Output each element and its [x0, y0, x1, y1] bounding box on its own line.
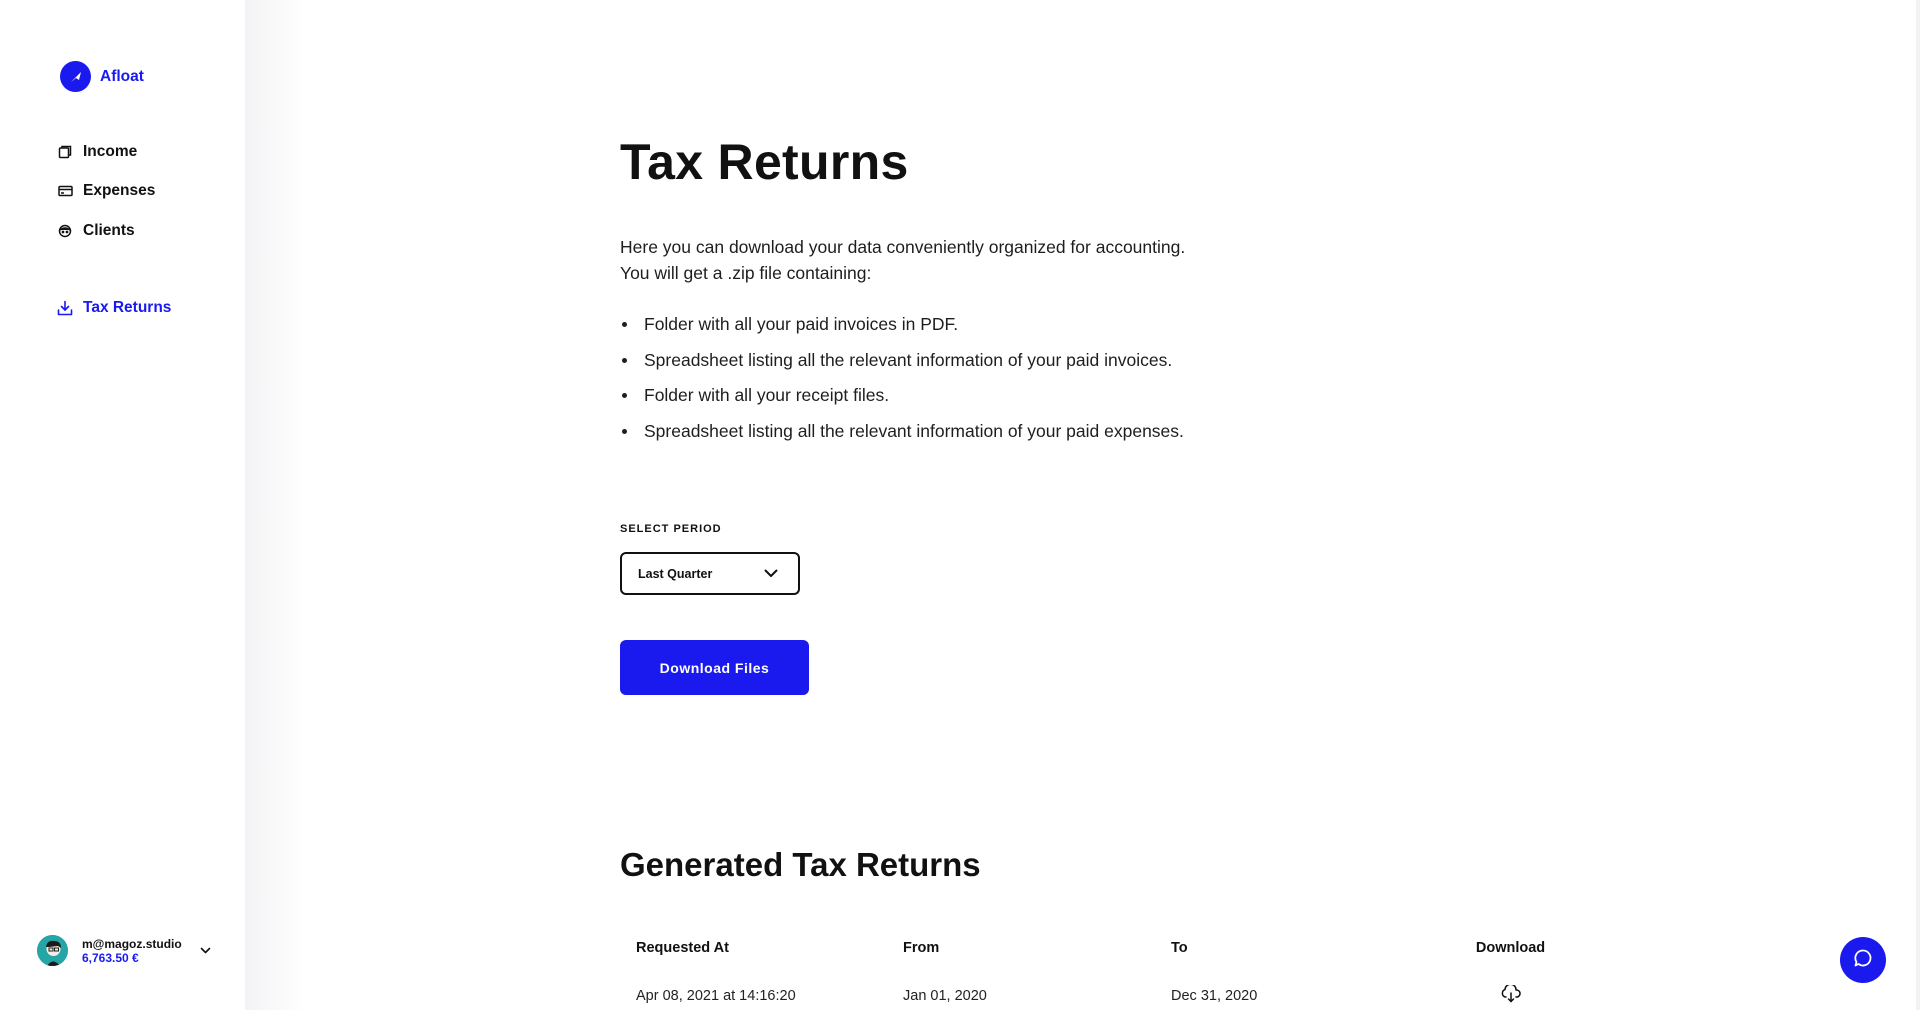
- user-email: m@magoz.studio: [82, 936, 182, 951]
- brand-name: Afloat: [100, 67, 144, 85]
- column-header: To: [1171, 940, 1188, 956]
- sidebar-item-tax-returns[interactable]: [57, 288, 237, 328]
- download-tray-icon: [57, 300, 73, 316]
- sidebar-item-income[interactable]: [57, 132, 237, 172]
- scrollbar[interactable]: [1916, 0, 1920, 1010]
- to-cell: Dec 31, 2020: [1171, 988, 1258, 1004]
- avatar: [37, 935, 68, 966]
- chevron-down-icon: [764, 565, 778, 583]
- user-menu[interactable]: [37, 935, 227, 966]
- table-row: [636, 986, 1576, 1006]
- intro-line: Here you can download your data conveniently organized for accounting.: [620, 237, 1186, 257]
- sidebar-item-label: Clients: [83, 221, 135, 239]
- list-item: Spreadsheet listing all the relevant information of your paid expenses.: [620, 418, 1320, 454]
- sidebar-item-clients[interactable]: [57, 211, 237, 251]
- contents-list: [620, 311, 1320, 453]
- intro-line: You will get a .zip file containing:: [620, 263, 872, 283]
- from-cell: Jan 01, 2020: [903, 988, 987, 1004]
- list-item: Folder with all your receipt files.: [620, 382, 1320, 418]
- page-title: Tax Returns: [620, 134, 909, 190]
- generated-tax-returns-title: Generated Tax Returns: [620, 846, 981, 883]
- chevron-down-icon[interactable]: [200, 947, 211, 954]
- sidebar-item-label: Tax Returns: [83, 298, 172, 316]
- user-balance: 6,763.50 €: [82, 950, 139, 965]
- column-header: Download: [1475, 940, 1546, 956]
- tax-returns-table: [636, 938, 1576, 1006]
- income-icon: [57, 144, 73, 160]
- sidebar-nav: [57, 132, 237, 251]
- period-label: SELECT PERIOD: [620, 523, 722, 535]
- credit-card-icon: [57, 183, 73, 199]
- brand-link[interactable]: [60, 61, 144, 92]
- period-value: Last Quarter: [638, 566, 713, 581]
- download-cell: [1445, 985, 1576, 1007]
- sidebar-item-label: Expenses: [83, 182, 156, 200]
- sidebar-item-label: Income: [83, 142, 138, 160]
- sidebar-divider: [245, 0, 305, 1010]
- user-info: [82, 937, 182, 965]
- sidebar-item-expenses[interactable]: [57, 172, 237, 212]
- table-header-row: [636, 938, 1576, 958]
- column-header: Requested At: [636, 940, 729, 956]
- requested-at-cell: Apr 08, 2021 at 14:16:20: [636, 988, 796, 1004]
- download-files-button[interactable]: Download Files: [620, 640, 809, 695]
- period-select[interactable]: [620, 552, 800, 595]
- chat-button[interactable]: [1840, 937, 1886, 983]
- cloud-download-icon[interactable]: [1500, 985, 1522, 1007]
- face-icon: [57, 223, 73, 239]
- list-item: Spreadsheet listing all the relevant information of your paid invoices.: [620, 347, 1320, 383]
- sidebar: [0, 0, 245, 1010]
- chat-bubble-icon: [1853, 948, 1873, 973]
- column-header: From: [903, 940, 940, 956]
- afloat-logo-icon: [60, 61, 91, 92]
- list-item: Folder with all your paid invoices in PDF.: [620, 311, 1320, 347]
- intro-text: [620, 234, 1320, 286]
